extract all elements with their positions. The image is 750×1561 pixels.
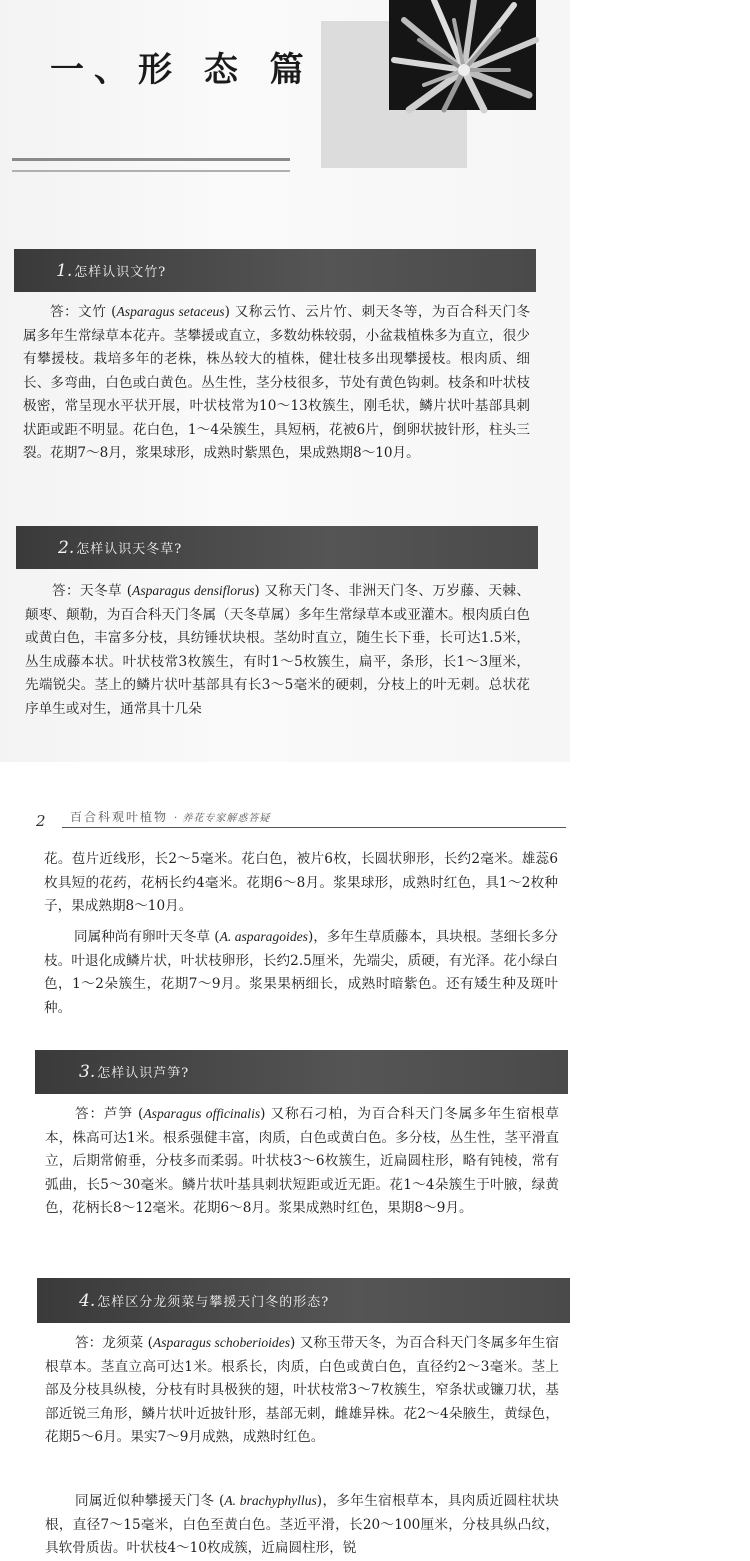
page-1 (0, 0, 570, 762)
latin-name: Asparagus officinalis (143, 1106, 261, 1121)
section-3-answer (45, 1102, 559, 1221)
answer-text: ) 又称玉带天冬，为百合科天门冬属多年生宿根草本。茎直立高可达1米。根系长，肉质，白色或黄白色，直径约2～3毫米。茎上部及分枝具纵棱，分枝有时具极狭的翅，叶状枝常3～7枚簇生，窄条状或镰刀状，基部近锐三角形，鳞片状叶近披针形，基部无刺，雌雄异株。花2～4朵腋生，黄绿色，花期5～6月。果实7～9月成熟，成熟时红色。 (45, 1335, 559, 1445)
page-2 (0, 762, 570, 1556)
answer-text: 花。苞片近线形，长2～5毫米。花白色，被片6枚，长圆状卵形，长约2毫米。雄蕊6枚具短的花药，花柄长约4毫米。花期6～8月。浆果球形，成熟时红色，具1～2枚种子，果成熟期8～10月。 (44, 851, 558, 914)
plant-photo (389, 0, 536, 110)
section-number: 2. (58, 537, 75, 558)
section-number: 1. (56, 260, 73, 281)
section-4-related-species (45, 1489, 559, 1561)
latin-name: Asparagus setaceus (116, 304, 225, 319)
related-species-paragraph (44, 925, 558, 1020)
plant-photo-image (389, 0, 536, 110)
latin-name: A. asparagoides (219, 929, 308, 944)
section-1-answer (23, 300, 530, 466)
continuation-paragraph (44, 848, 558, 919)
section-number: 3. (79, 1062, 96, 1082)
running-head (70, 808, 270, 825)
section-header-4 (37, 1278, 570, 1323)
answer-text: 答：龙须菜 ( (75, 1335, 153, 1351)
section-heading: 怎样认识天冬草? (76, 541, 183, 557)
section-heading: 怎样区分龙须菜与攀援天门冬的形态? (97, 1294, 330, 1310)
running-head-title: 百合科观叶植物 (70, 810, 169, 824)
section-header-2 (16, 526, 538, 569)
title-underline (12, 158, 290, 172)
answer-text: )，多年生宿根草本，具肉质近圆柱状块根，直径7～15毫米，白色至黄白色。茎近平滑，长20～100厘米，分枝具纵凸纹，具软骨质齿。叶状枝4～10枚成簇，近扁圆柱形，锐 (45, 1493, 559, 1556)
answer-text: 同属种尚有卵叶天冬草 ( (74, 929, 220, 945)
section-number: 4. (79, 1290, 96, 1311)
answer-text: ) 又称天门冬、非洲天门冬、万岁藤、天棘、颠枣、颠勒，为百合科天门冬属（天冬草属）多年生常绿草本或亚灌木。根肉质白色或黄白色，丰富多分枝，具纺锤状块根。茎幼时直立，随生长下垂，长可达1.5米，丛生成藤本状。叶状枝常3枚簇生，有时1～5枚簇生，扁平，条形，长1～3厘米，先端锐尖。茎上的鳞片状叶基部具有长3～5毫米的硬刺，分枝上的叶无刺。总状花序单生或对生，通常具十几朵 (25, 583, 531, 717)
answer-text: 答：天冬草 ( (52, 583, 133, 599)
answer-text: 答：文竹 ( (50, 304, 117, 320)
answer-text: )，多年生草质藤本，具块根。茎细长多分枝。叶退化成鳞片状，叶状枝卵形，长约2.5厘米，先端尖，质硬，有光泽。花小绿白色，1～2朵簇生，花期7～9月。浆果果柄细长，成熟时暗紫色。还有矮生种及斑叶种。 (44, 929, 559, 1016)
chapter-title: 一、形 态 篇 (50, 50, 314, 90)
section-heading: 怎样认识芦笋? (97, 1066, 190, 1081)
latin-name: Asparagus schoberioides (152, 1335, 291, 1350)
section-2-answer (25, 579, 530, 721)
answer-text: 答：芦笋 ( (75, 1106, 144, 1122)
section-4-answer (45, 1331, 559, 1450)
answer-text: 同属近似种攀援天门冬 ( (75, 1493, 225, 1509)
answer-text: ) 又称云竹、云片竹、刺天冬等，为百合科天门冬属多年生常绿草本花卉。茎攀援或直立，多数幼株较弱，小盆栽植株多为直立，很少有攀援枝。栽培多年的老株，株丛较大的植株，健壮枝多出现攀援枝。根肉质、细长、多弯曲，白色或白黄色。丛生性，茎分枝很多，节处有黄色钩刺。枝条和叶状枝极密，常呈现水平状开展，叶状枝常为10～13枚簇生，刚毛状，鳞片状叶基部具刺状距或距不明显。花白色，1～4朵簇生，具短柄，花被6片，倒卵状披针形，柱头三裂。花期7～8月，浆果球形，成熟时紫黑色，果成熟期8～10月。 (23, 304, 531, 461)
running-head-series: · 养花专家解惑答疑 (174, 813, 271, 824)
section-heading: 怎样认识文竹? (74, 264, 167, 280)
latin-name: Asparagus densiflorus (132, 583, 255, 598)
answer-text: ) 又称石刁柏，为百合科天门冬属多年生宿根草本，株高可达1米。根系强健丰富，肉质，白色或黄白色。多分枝，丛生性，茎平滑直立，后期常俯垂，分枝多而柔弱。叶状枝3～6枚簇生，近扁圆柱形，略有钝棱，常有弧曲，长5～30毫米。鳞片状叶基具刺状短距或近无距。花1～4朵簇生于叶腋，绿黄色，花柄长8～12毫米。花期6～8月。浆果成熟时红色，果期8～9月。 (45, 1106, 560, 1216)
section-header-3 (35, 1050, 568, 1094)
latin-name: A. brachyphyllus (224, 1493, 317, 1508)
page-number: 2 (36, 812, 46, 830)
section-header-1 (14, 249, 536, 292)
header-rule (62, 827, 566, 828)
